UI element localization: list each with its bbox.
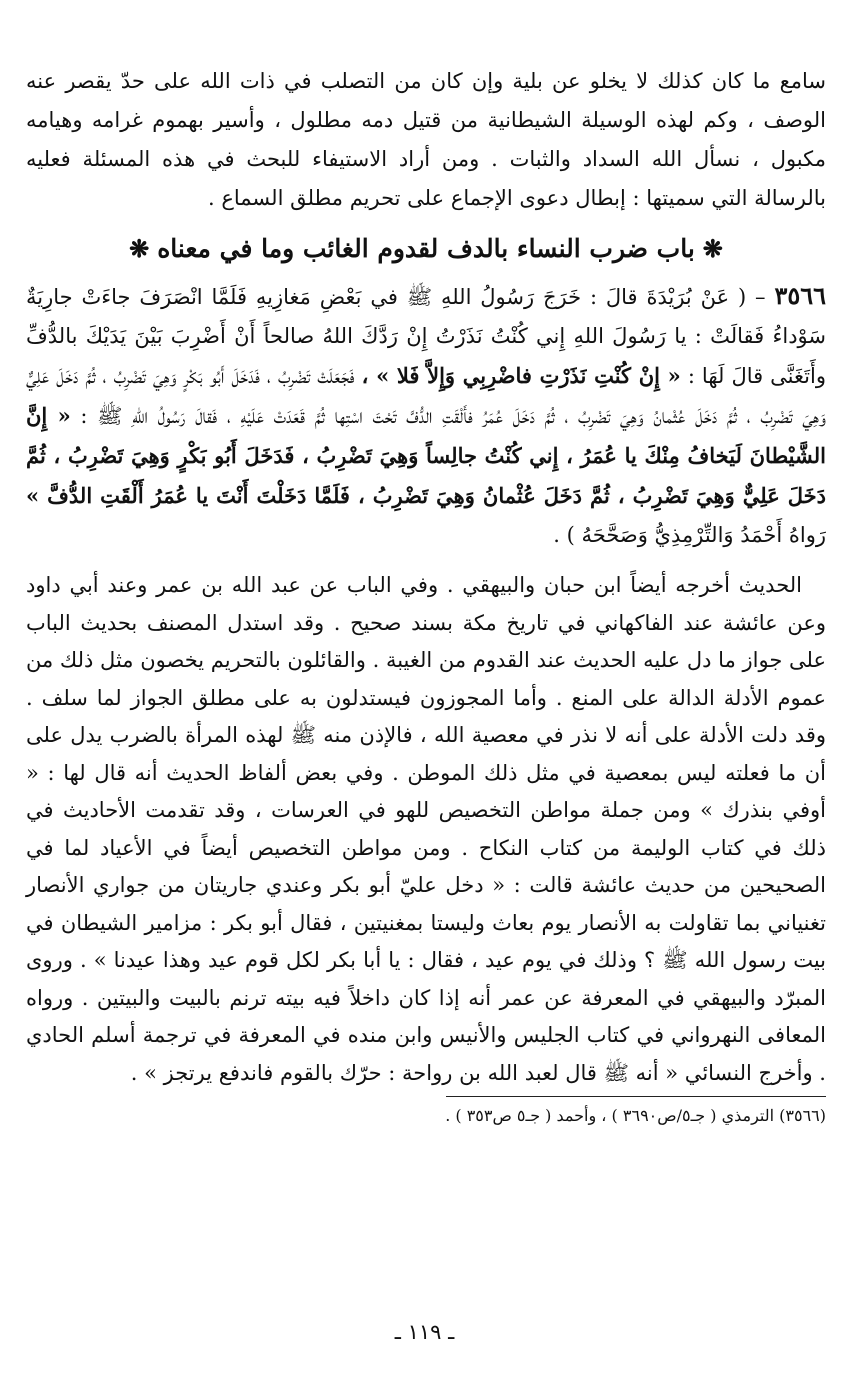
commentary-section — [26, 567, 826, 1092]
intro-section — [26, 62, 826, 218]
ornament-star-icon: ❋ — [129, 234, 150, 263]
hadith-number: ٣٥٦٦ — [774, 281, 826, 310]
footnote-divider — [446, 1096, 826, 1097]
intro-paragraph: سامع ما كان كذلك لا يخلو عن بلية وإن كان من التصلب في ذات الله على حدّ يقصر عنه الوصف ، وكم لهذه الوسيلة الشيطانية من قتيل دمه مطلول ، وأسير بهموم غرامه وهيامه مكبول ، نسأل الله السداد والثبات . ومن أراد الاستيفاء للبحث في هذه المسئلة فعليه بالرسالة التي سميتها : إبطال دعوى الإجماع على تحريم مطلق السماع . — [26, 69, 826, 210]
commentary-paragraph: الحديث أخرجه أيضاً ابن حبان والبيهقي . وفي الباب عن عبد الله بن عمر وعند أبي داود وعن عائشة عند الفاكهاني في تاريخ مكة بسند صحيح . وقد استدل المصنف بحديث الباب على جواز ما دل عليه الحديث عند القدوم من الغيبة . والقائلون بالتحريم يخصون مثل ذلك من عموم الأدلة الدالة على المنع . وأما المجوزون فيستدلون به على مطلق الجواز لما سلف . وقد دلت الأدلة على أنه لا نذر في معصية الله ، فالإذن منه ﷺ لهذه المرأة بالضرب يدل على أن ما فعلته ليس بمعصية في مثل ذلك الموطن . وفي بعض ألفاظ الحديث أنه قال لها : « أوفي بنذرك » ومن جملة مواطن التخصيص للهو في العرسات ، وقد تقدمت الأحاديث في ذلك في كتاب الوليمة من كتاب النكاح . ومن مواطن التخصيص أيضاً في الأعياد لما في الصحيحين من حديث عائشة قالت : « دخل عليّ أبو بكر وعندي جاريتان من جواري الأنصار تغنياني بما تقاولت به الأنصار يوم بعاث وليستا بمغنيتين ، فقال أبو بكر : مزامير الشيطان في بيت رسول الله ﷺ ؟ وذلك في يوم عيد ، فقال : يا أبا بكر لكل قوم عيد وهذا عيدنا » . وروى المبرّد والبيهقي في المعرفة عن عمر أنه إذا كان داخلاً فيه بيته ترنم بالبيت والبيتين . ورواه المعافى النهرواني في كتاب الجليس والأنيس وابن منده في المعرفة في ترجمة أسلم الحادي . وأخرج النسائي « أنه ﷺ قال لعبد الله بن رواحة : حرّك بالقوم فاندفع يرتجز » . — [26, 573, 826, 1085]
hadith-prophet-saying: « إِنْ كُنْتِ نَذَرْتِ فاضْرِبِي وَإِلاَّ فَلا » ، — [361, 363, 681, 388]
footnote: (٣٥٦٦) الترمذي ( جـ٥/ص٣٦٩٠ ) ، وأحمد ( جـ٥ ص٣٥٣ ) . — [445, 1106, 826, 1125]
hadith-source: رَواهُ أَحْمَدُ وَالتِّرْمِذِيُّ وَصَحَّحَهُ ) . — [553, 523, 826, 547]
ornament-star-icon: ❋ — [702, 234, 723, 263]
hadith-narration-part: فَجَعَلَتْ تَضْرِبُ ، فَدَخَلَ أَبُو بَكْرٍ وَهِيَ تَضْرِبُ ، ثُمَّ دَخَلَ عَلِيٌّ وَهِيَ تَضْرِبُ ، ثُمَّ دَخَلَ عُثْمانُ وَهِيَ تَضْرِبُ ، ثُمَّ دَخَلَ عُمَرُ فأَلْقَتِ الدُّفَّ تَحْتَ اسْتِها ثُمَّ قَعَدَتْ عَلَيْهِ ، فَقالَ رَسُولُ اللهِ ﷺ : — [26, 364, 826, 428]
hadith-text — [26, 276, 826, 555]
chapter-title: باب ضرب النساء بالدف لقدوم الغائب وما في معناه — [157, 234, 695, 263]
hadith-prophet-saying: « إِنَّ الشَّيْطانَ لَيَخافُ مِنْكَ يا عُمَرُ ، إِني كُنْتُ جالِساً وَهِيَ تَضْرِبُ ، فَدَخَلَ أَبُو بَكْرٍ وَهِيَ تَضْرِبُ ، ثُمَّ دَخَلَ عَلِيٌّ وَهِيَ تَضْرِبُ ، ثُمَّ دَخَلَ عُثْمانُ وَهِيَ تَضْرِبُ ، فَلَمَّا دَخَلْتَ أَنْتَ يا عُمَرُ أَلْقَتِ الدُّفَّ » — [26, 403, 826, 508]
page-number: ـ ١١٩ ـ — [394, 1320, 455, 1344]
document-page — [26, 62, 826, 1129]
hadith-narration-part: – ( عَنْ بُرَيْدَةَ قالَ : خَرَجَ رَسُولُ اللهِ ﷺ في بَعْضِ مَغازِيهِ فَلَمَّا انْصَرَفَ جاءَتْ جارِيَةٌ سَوْداءُ فَقالَتْ : يا رَسُولَ اللهِ إِني كُنْتُ نَذَرْتُ إِنْ رَدَّكَ اللهُ صالحاً أَنْ أَضْرِبَ بَيْنَ يَدَيْكَ بالدُّفِّ وأَتَغَنَّى قالَ لَهَا : — [26, 285, 826, 388]
chapter-heading — [26, 226, 826, 272]
